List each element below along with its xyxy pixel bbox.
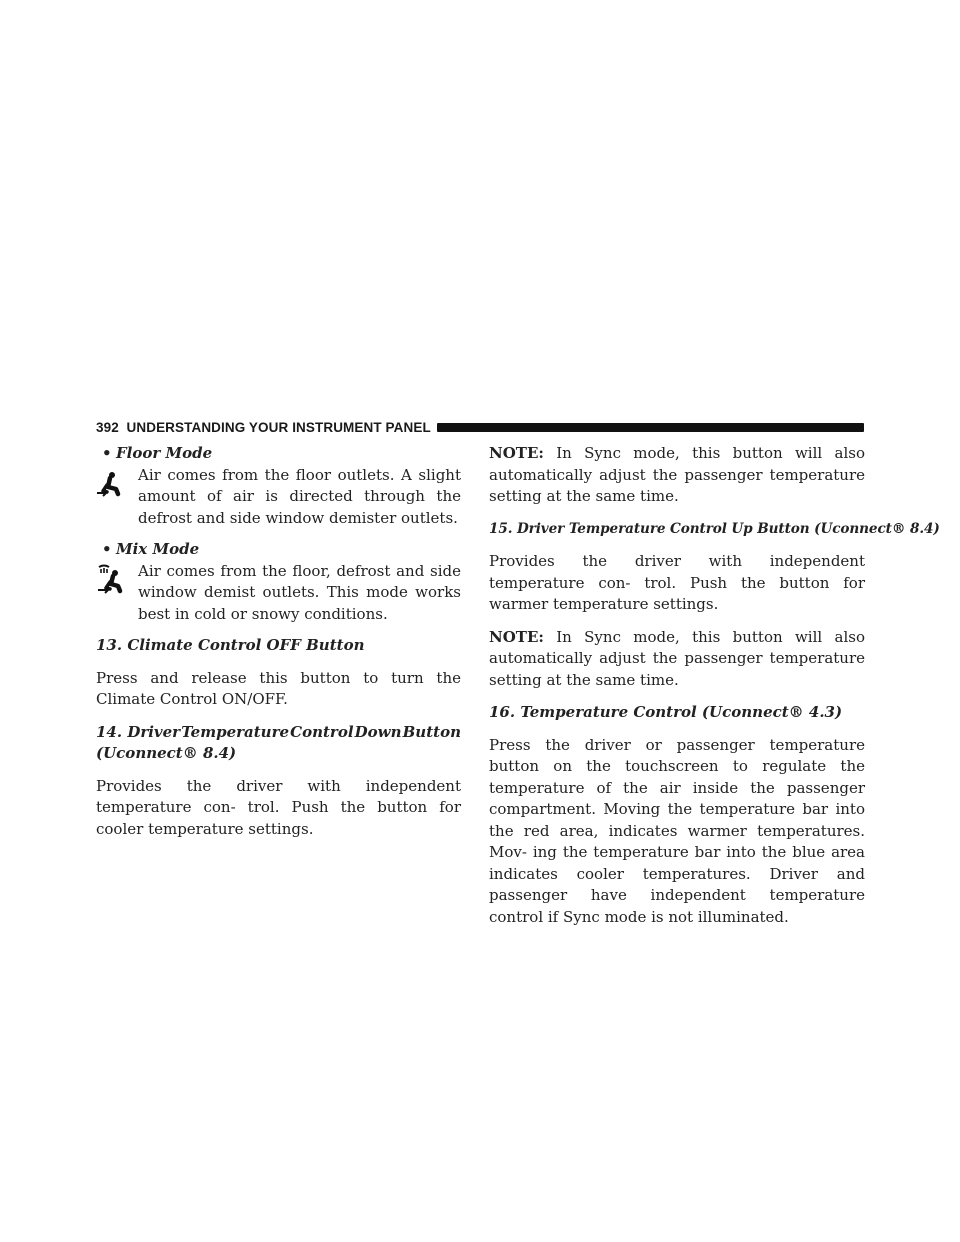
mix-mode-icon bbox=[96, 563, 128, 595]
floor-mode-title: Floor Mode bbox=[116, 444, 213, 462]
floor-mode-text: Air comes from the floor outlets. A slight amount of air is directed through the defrost and side window demister outlets. bbox=[138, 465, 461, 527]
section-14-heading bbox=[96, 722, 461, 744]
section-15-text: Provides the driver with independent temperature con- trol. Push the button for warmer temperature settings. bbox=[489, 552, 865, 613]
section-13-text: Press and release this button to turn the Climate Control ON/OFF. bbox=[96, 668, 461, 708]
bullet: • bbox=[102, 444, 112, 462]
note-1-text: In Sync mode, this button will also automatically adjust the passenger temperature setting at the same time. bbox=[489, 444, 865, 505]
floor-mode-item bbox=[96, 443, 461, 529]
page-number: 392 bbox=[96, 419, 119, 435]
section-14-heading-word: Temperature bbox=[181, 722, 290, 741]
note-1-label: NOTE: bbox=[489, 444, 544, 462]
page-header bbox=[96, 416, 864, 438]
note-2-label: NOTE: bbox=[489, 627, 544, 646]
section-15-heading: 15. Driver Temperature Control Up Button (Uconnect® 8.4) bbox=[489, 520, 940, 537]
mix-mode-item bbox=[96, 539, 461, 625]
section-14-heading-word: Button bbox=[402, 722, 461, 741]
note-1 bbox=[489, 443, 865, 508]
section-16-text: Press the driver or passenger temperature button on the touchscreen to regulate the temperature of the air inside the passenger compartment. Moving the temperature bar into the red area, indicates warmer temperatures. Mov- ing the temperature bar into the blue area indicates cooler temperatures. Driver and passenger have independent temperature control if Sync mode is not illuminated. bbox=[489, 735, 865, 926]
mix-mode-text: Air comes from the floor, defrost and side window demist outlets. This mode works best in cold or snowy conditions. bbox=[138, 561, 461, 623]
right-column bbox=[489, 443, 940, 928]
floor-mode-icon bbox=[96, 467, 128, 499]
section-13-heading: 13. Climate Control OFF Button bbox=[96, 636, 365, 654]
page-header-text bbox=[96, 420, 437, 435]
left-column bbox=[96, 443, 461, 840]
header-rule bbox=[437, 423, 864, 432]
note-2-text: In Sync mode, this button will also automatically adjust the passenger temperature setting at the same time. bbox=[489, 627, 865, 689]
mix-mode-title: Mix Mode bbox=[116, 540, 200, 558]
chapter-title: UNDERSTANDING YOUR INSTRUMENT PANEL bbox=[126, 419, 431, 435]
bullet: • bbox=[102, 540, 112, 558]
section-14-heading-line2: (Uconnect® 8.4) bbox=[96, 744, 237, 762]
section-16-heading: 16. Temperature Control (Uconnect® 4.3) bbox=[489, 703, 843, 721]
note-2 bbox=[489, 627, 865, 692]
section-14-heading-word: Down bbox=[354, 722, 402, 741]
section-14-heading-word: 14. Driver bbox=[96, 722, 181, 741]
section-14-heading-word: Control bbox=[290, 722, 354, 741]
section-14-text: Provides the driver with independent temperature con- trol. Push the button for cooler temperature settings. bbox=[96, 776, 461, 838]
